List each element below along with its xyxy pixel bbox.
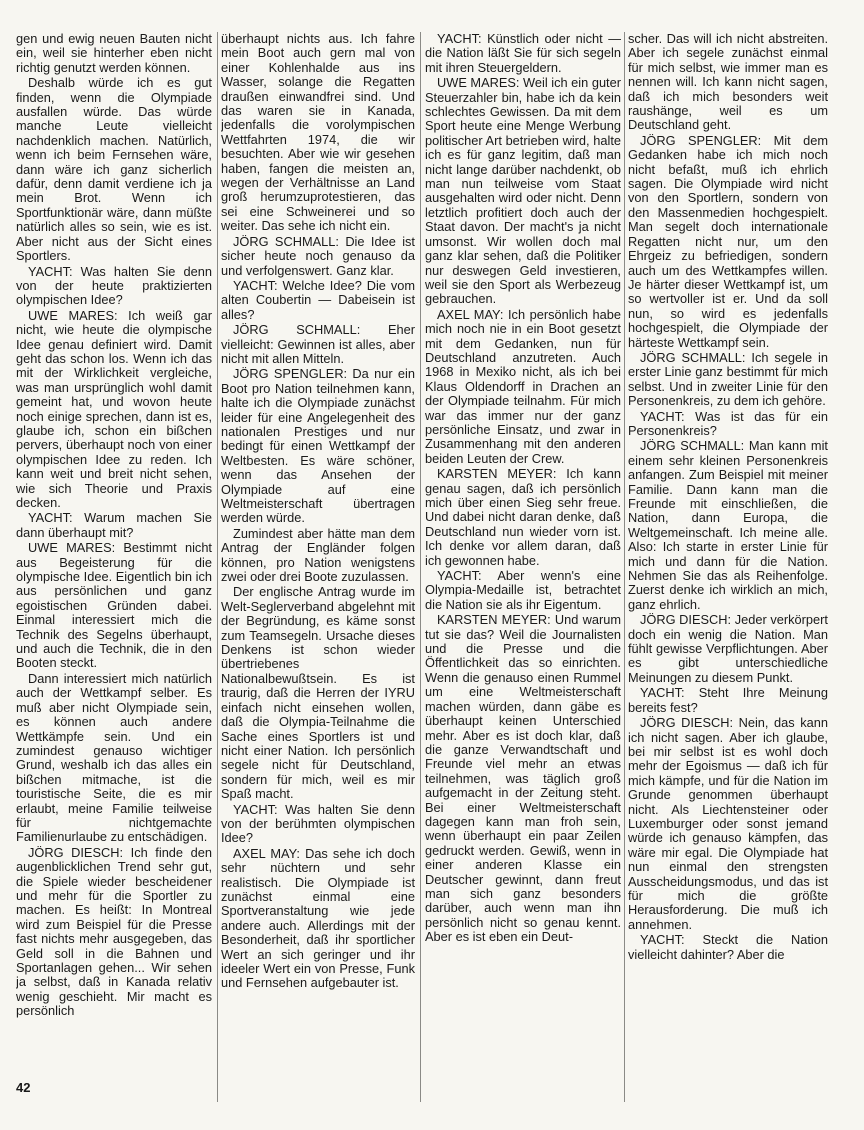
paragraph: Der englische Antrag wurde im Welt-Seglerverband abgelehnt mit der Begründung, es käme sonst zum Teamsegeln. Ursache dieses Denkens ist schon wieder übertriebenes Nationalbewußtsein. Es ist traurig, daß die Herren der IYRU einfach nicht einsehen wollen, daß die Olympia-Teilnahme die Sache eines Sportlers ist und nicht einer Nation. Ich persönlich segele nicht für Deutschland, sondern für mich, weil es mir Spaß macht. xyxy=(221,584,415,802)
column-divider xyxy=(217,32,218,1102)
text-column-2 xyxy=(221,32,415,1100)
paragraph: YACHT: Warum machen Sie dann überhaupt mit? xyxy=(16,510,212,540)
paragraph: JÖRG DIESCH: Jeder verkörpert doch ein wenig die Nation. Man fühlt gewisse Verpflichtungen. Aber es gibt unterschiedliche Meinungen zu diesem Punkt. xyxy=(628,612,828,685)
paragraph: Dann interessiert mich natürlich auch der Wettkampf selber. Es muß aber nicht Olympiade sein, es können auch andere Wettkämpfe sein. Und ein zumindest genauso wichtiger Grund, weshalb ich das alles ein bißchen mitmache, ist die touristische Seite, die es mir erlaubt, meine Familie teilweise für nichtgemachte Familienurlaube zu entschädigen. xyxy=(16,670,212,845)
paragraph: YACHT: Was halten Sie denn von der heute praktizierten olympischen Idee? xyxy=(16,263,212,308)
paragraph: JÖRG SCHMALL: Die Idee ist sicher heute noch genauso da und verfolgenswert. Ganz klar. xyxy=(221,233,415,278)
paragraph: JÖRG SPENGLER: Da nur ein Boot pro Nation teilnehmen kann, halte ich die Olympiade zunächst leider für eine Angelegenheit des nationalen Prestiges und nur bedingt für einen Wettkampf der Weltbesten. Es wäre schöner, wenn das Ansehen der Olympiade auf eine Weltmeisterschaft übertragen werden würde. xyxy=(221,366,415,526)
paragraph: UWE MARES: Ich weiß gar nicht, wie heute die olympische Idee genau definiert wird. Damit geht das schon los. Wenn ich das mit der Wirklichkeit vergleiche, was man ursprünglich wohl damit gemeint hat, und wovon heute noch einige sprechen, dann ist es, glaube ich, schon ein bißchen pervers, überhaupt noch von einer olympischen Idee zu reden. Ich kann weit und breit nicht sehen, wie sich Theorie und Praxis decken. xyxy=(16,307,212,510)
text-column-1 xyxy=(16,32,212,1100)
paragraph: KARSTEN MEYER: Ich kann genau sagen, daß ich persönlich mich über einen Sieg sehr freue. Und dabei nicht daran denke, daß Deutschland nun wieder vorn ist. Ich denke vor allem daran, daß ich gewonnen habe. xyxy=(425,466,621,568)
page-number: 42 xyxy=(16,1080,31,1095)
paragraph: JÖRG SPENGLER: Mit dem Gedanken habe ich mich noch nicht befaßt, muß ich ehrlich sagen. Die Olympiade wird nicht von den Sportlern, sondern von den Massenmedien hochgespielt. Man segelt doch internationale Regatten nicht nur, um den Ehrgeiz zu befriedigen, sondern auch um des Wettkampfes willen. Je härter dieser Wettkampf ist, um so wertvoller ist er. Und da soll nun, so wird es jedenfalls hochgespielt, die Olympiade der härteste Wettkampf sein. xyxy=(628,132,828,350)
paragraph: JÖRG DIESCH: Nein, das kann ich nicht sagen. Aber ich glaube, bei mir selbst ist es wohl doch mehr der Egoismus — daß ich für mich kämpfe, und für die Nation im Grunde genommen überhaupt nicht. Als Liechtensteiner oder Luxemburger oder sonst jemand würde ich genauso kämpfen, das wäre mir egal. Die Olympiade hat nun einmal den strengsten Ausscheidungsmodus, und das ist für mich die größte Herausforderung. Die muß ich annehmen. xyxy=(628,715,828,932)
paragraph: YACHT: Aber wenn's eine Olympia-Medaille ist, betrachtet die Nation sie als ihr Eigentum. xyxy=(425,568,621,612)
paragraph: YACHT: Was ist das für ein Personenkreis? xyxy=(628,408,828,438)
paragraph: JÖRG SCHMALL: Man kann mit einem sehr kleinen Personenkreis anfangen. Zum Beispiel mit meiner Familie. Dann kann man die Freunde mit einschließen, die Nation, dann Europa, die Weltgemeinschaft. Ich meine alle. Also: Ich starte in erster Linie für mich und dann für die Nation. Nehmen Sie das als Reihenfolge. Zuerst denke ich wirklich an mich, ganz ehrlich. xyxy=(628,438,828,612)
paragraph: KARSTEN MEYER: Und warum tut sie das? Weil die Journalisten und die Presse und die Öffentlichkeit das so einrichten. Wenn die genauso einen Rummel um eine Weltmeisterschaft machen würden, dann gäbe es überhaupt keinen Unterschied mehr. Aber es ist doch klar, daß die ganze Verwandtschaft und Freunde viel mehr an etwas teilnehmen, was täglich groß aufgemacht in der Zeitung steht. Bei einer Weltmeisterschaft dagegen kann man froh sein, wenn überhaupt ein paar Zeilen gedruckt werden. Gewiß, wenn in einer anderen Klasse ein Deutscher gewinnt, dann freut man sich ganz besonders darüber, auch wenn man ihn persönlich nicht so genau kennt. Aber es ist eben ein Deut- xyxy=(425,612,621,945)
text-column-3 xyxy=(425,32,621,1100)
paragraph: YACHT: Künstlich oder nicht — die Nation läßt Sie für sich segeln mit ihren Steuergeldern. xyxy=(425,32,621,75)
paragraph: YACHT: Welche Idee? Die vom alten Coubertin — Dabeisein ist alles? xyxy=(221,277,415,322)
paragraph: UWE MARES: Bestimmt nicht aus Begeisterung für die olympische Idee. Eigentlich bin ich aus persönlichen und ganz egoistischen Gründen dabei. Einmal interessiert mich die Technik des Segelns überhaupt, und auch die Technik, die in den Booten steckt. xyxy=(16,540,212,671)
paragraph: YACHT: Steht Ihre Meinung bereits fest? xyxy=(628,685,828,715)
column-divider xyxy=(624,32,625,1102)
paragraph: Zumindest aber hätte man dem Antrag der Engländer folgen können, pro Nation wenigstens zwei oder drei Boote zuzulassen. xyxy=(221,525,415,585)
text-column-4 xyxy=(628,32,828,1100)
column-divider xyxy=(420,32,421,1102)
paragraph: JÖRG DIESCH: Ich finde den augenblicklichen Trend sehr gut, die Spiele wieder bescheidener und mehr für die Sportler zu machen. Es heißt: In Montreal wird zum Beispiel für die Presse fast nichts mehr ausgegeben, das Geld soll in die Bahnen und Sportanlagen gehen... Wir sehen ja selbst, daß in Kanada relativ wenig geschieht. Mir macht es persönlich xyxy=(16,844,212,1019)
paragraph: JÖRG SCHMALL: Eher vielleicht: Gewinnen ist alles, aber nicht mit allen Mitteln. xyxy=(221,322,415,366)
paragraph: UWE MARES: Weil ich ein guter Steuerzahler bin, habe ich da kein schlechtes Gewissen. Da mit dem Sport heute eine Menge Werbung politischer Art betrieben wird, halte ich es für ganz legitim, daß man nicht lange darüber nachdenkt, ob man nun teilweise vom Staat ausgehalten wird oder nicht. Denn letztlich profitiert doch auch der Staat davon. Der macht's ja nicht umsonst. Wir wollen doch mal ganz klar sehen, daß die Politiker nur deswegen Geld investieren, weil sie den Sport als Werbezeug gebrauchen. xyxy=(425,75,621,307)
paragraph: AXEL MAY: Ich persönlich habe mich noch nie in ein Boot gesetzt mit dem Gedanken, nun für Deutschland anzutreten. Auch 1968 in Mexiko nicht, als ich bei Klaus Oldendorff in Drachen an der Olympiade teilnahm. Für mich war das immer nur der ganz persönliche Einsatz, und zwar in Zusammenhang mit den anderen beiden Leuten der Crew. xyxy=(425,306,621,466)
paragraph: überhaupt nichts aus. Ich fahre mein Boot auch gern mal von einer Kohlenhalde aus ins Wasser, solange die Regatten draußen einwandfrei sind. Und das waren sie in Kanada, jedenfalls die vorolympischen Wettfahrten 1974, die wir besuchten. Aber wie wir gesehen haben, fangen die meisten an, wegen der Verhältnisse an Land groß herumzuprotestieren, das sei eine Schweinerei und so weiter. Das sehe ich nicht ein. xyxy=(221,32,415,234)
paragraph: AXEL MAY: Das sehe ich doch sehr nüchtern und sehr realistisch. Die Olympiade ist zunächst einmal eine Sportveranstaltung wie jede andere auch. Allerdings mit der Besonderheit, daß ihr sportlicher Wert an sich geringer und ihr ideeler Wert ein von Presse, Funk und Fernsehen aufgebauter ist. xyxy=(221,845,415,991)
paragraph: Deshalb würde ich es gut finden, wenn die Olympiade ausfallen würde. Das würde manche Leute vielleicht nachdenklich machen. Natürlich, wenn ich beim Fernsehen wäre, dann wäre ich ganz sicherlich dafür, denn damit verdiene ich ja mein Brot. Wenn ich Sportfunktionär wäre, dann müßte natürlich alles so sein, wie es ist. Aber nicht aus der Sicht eines Sportlers. xyxy=(16,75,212,264)
paragraph: JÖRG SCHMALL: Ich segele in erster Linie ganz bestimmt für mich selbst. Und in zweiter Linie für den Personenkreis, zu dem ich gehöre. xyxy=(628,349,828,409)
paragraph: YACHT: Steckt die Nation vielleicht dahinter? Aber die xyxy=(628,932,828,962)
paragraph: YACHT: Was halten Sie denn von der berühmten olympischen Idee? xyxy=(221,801,415,846)
paragraph: scher. Das will ich nicht abstreiten. Aber ich segele zunächst einmal für mich selbst, wie immer man es nennen will. Ich kann nicht sagen, daß ich mich besonders weit raushänge, weil es um Deutschland geht. xyxy=(628,32,828,133)
paragraph: gen und ewig neuen Bauten nicht ein, weil sie hinterher eben nicht richtig genutzt werden können. xyxy=(16,32,212,75)
